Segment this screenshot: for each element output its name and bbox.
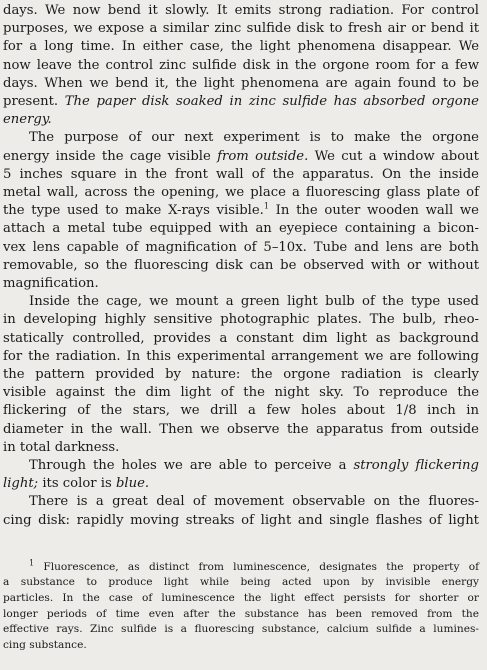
text-run: its color is xyxy=(38,476,116,492)
text-run: longer periods of time even after the substance has been removed from the xyxy=(3,607,479,620)
text-run: effective rays. Zinc sulfide is a fluorescing substance, calcium sulfide a lumines- xyxy=(3,623,479,636)
text-run: for the radiation. In this experimental arrangement we are following xyxy=(3,348,479,364)
text-run: days. We now bend it slowly. It emits strong radiation. For control xyxy=(3,3,479,18)
body-text xyxy=(3,2,479,530)
text-run: in developing highly sensitive photographic plates. The bulb, rheo- xyxy=(3,312,479,328)
text-line xyxy=(3,402,479,420)
text-line xyxy=(3,239,479,257)
text-line xyxy=(3,75,479,93)
footnote xyxy=(3,560,479,654)
text-run: cing disk: rapidly moving streaks of light and single flashes of light xyxy=(3,512,479,528)
text-run: magnification. xyxy=(3,276,99,292)
text-run: Inside the cage, we mount a green light bulb of the type used xyxy=(29,294,479,310)
text-line xyxy=(3,202,479,220)
text-run: flickering of the stars, we drill a few holes about 1/8 inch in xyxy=(3,403,479,419)
footnote-line xyxy=(3,638,479,654)
text-line xyxy=(3,275,479,293)
text-line xyxy=(3,475,479,493)
text-line xyxy=(3,129,479,147)
text-line xyxy=(3,421,479,439)
footnote-line xyxy=(3,607,479,623)
footnote-line xyxy=(3,575,479,591)
text-line xyxy=(3,57,479,75)
footnote-marker: 1 xyxy=(29,558,35,568)
text-line xyxy=(3,166,479,184)
text-run: purposes, we expose a similar zinc sulfide disk to fresh air or bend it xyxy=(3,21,479,37)
text-run: present. xyxy=(3,94,65,110)
footnote-line xyxy=(3,622,479,638)
italic-text: strongly flickering xyxy=(353,458,479,474)
text-run: Fluorescence, as distinct from luminescence, designates the property of xyxy=(34,560,479,573)
text-line xyxy=(3,184,479,202)
text-line xyxy=(3,311,479,329)
italic-text: from outside. xyxy=(217,148,309,164)
text-run: visible against the dim light of the night sky. To reproduce the xyxy=(3,385,479,401)
text-run: removable, so the fluorescing disk can be observed with or without xyxy=(3,257,479,273)
footnote-line xyxy=(3,560,479,576)
text-line xyxy=(3,93,479,111)
italic-text: blue. xyxy=(115,476,150,492)
text-run: There is a great deal of movement observable on the fluores- xyxy=(29,494,479,510)
text-run: the pattern provided by nature: the orgone radiation is clearly xyxy=(3,367,479,383)
footnote-marker: 1 xyxy=(263,201,269,211)
text-line xyxy=(3,2,479,20)
text-run: In the outer wooden wall we xyxy=(268,203,479,219)
text-line xyxy=(3,457,479,475)
text-line xyxy=(3,366,479,384)
text-line xyxy=(3,111,479,129)
paragraph xyxy=(3,2,479,129)
paragraph xyxy=(3,493,479,529)
paragraph xyxy=(3,129,479,293)
text-run: in total darkness. xyxy=(3,439,120,455)
text-run: the type used to make X-rays visible. xyxy=(3,203,264,219)
text-line xyxy=(3,148,479,166)
text-line xyxy=(3,20,479,38)
text-run: particles. In the case of luminescence the light effect persists for shorter or xyxy=(3,592,479,605)
italic-text: light; xyxy=(3,476,39,492)
text-run: for a long time. In either case, the light phenomena disappear. We xyxy=(3,39,479,55)
text-line xyxy=(3,257,479,275)
text-line xyxy=(3,220,479,238)
text-line xyxy=(3,38,479,56)
italic-text: energy. xyxy=(3,112,52,128)
text-run: diameter in the wall. Then we observe the apparatus from outside xyxy=(3,421,479,437)
text-run: metal wall, across the opening, we place a fluorescing glass plate of xyxy=(3,185,479,201)
text-line xyxy=(3,493,479,511)
text-run: days. When we bend it, the light phenomena are again found to be xyxy=(3,75,479,91)
text-run: statically controlled, provides a constant dim light as background xyxy=(3,330,479,346)
text-line xyxy=(3,439,479,457)
text-line xyxy=(3,512,479,530)
text-line xyxy=(3,348,479,366)
italic-text: The paper disk soaked in zinc sulfide has absorbed orgone xyxy=(64,94,479,110)
text-run: vex lens capable of magnification of 5–10x. Tube and lens are both xyxy=(3,239,479,255)
text-line xyxy=(3,293,479,311)
text-run: attach a metal tube equipped with an eyepiece containing a bicon- xyxy=(3,221,479,237)
text-run: Through the holes we are able to perceive a xyxy=(29,458,354,474)
text-run: We cut a window about xyxy=(308,148,479,164)
text-run: 5 inches square in the front wall of the apparatus. On the inside xyxy=(3,166,479,182)
paragraph xyxy=(3,293,479,457)
text-run: now leave the control zinc sulfide disk in the orgone room for a few xyxy=(3,57,479,73)
text-line xyxy=(3,330,479,348)
footnote-line xyxy=(3,591,479,607)
text-line xyxy=(3,384,479,402)
text-run: energy inside the cage visible xyxy=(3,148,218,164)
text-run: The purpose of our next experiment is to make the orgone xyxy=(29,130,479,146)
text-run: a substance to produce light while being acted upon by invisible energy xyxy=(3,576,479,589)
paragraph xyxy=(3,457,479,493)
text-run: cing substance. xyxy=(3,638,87,651)
